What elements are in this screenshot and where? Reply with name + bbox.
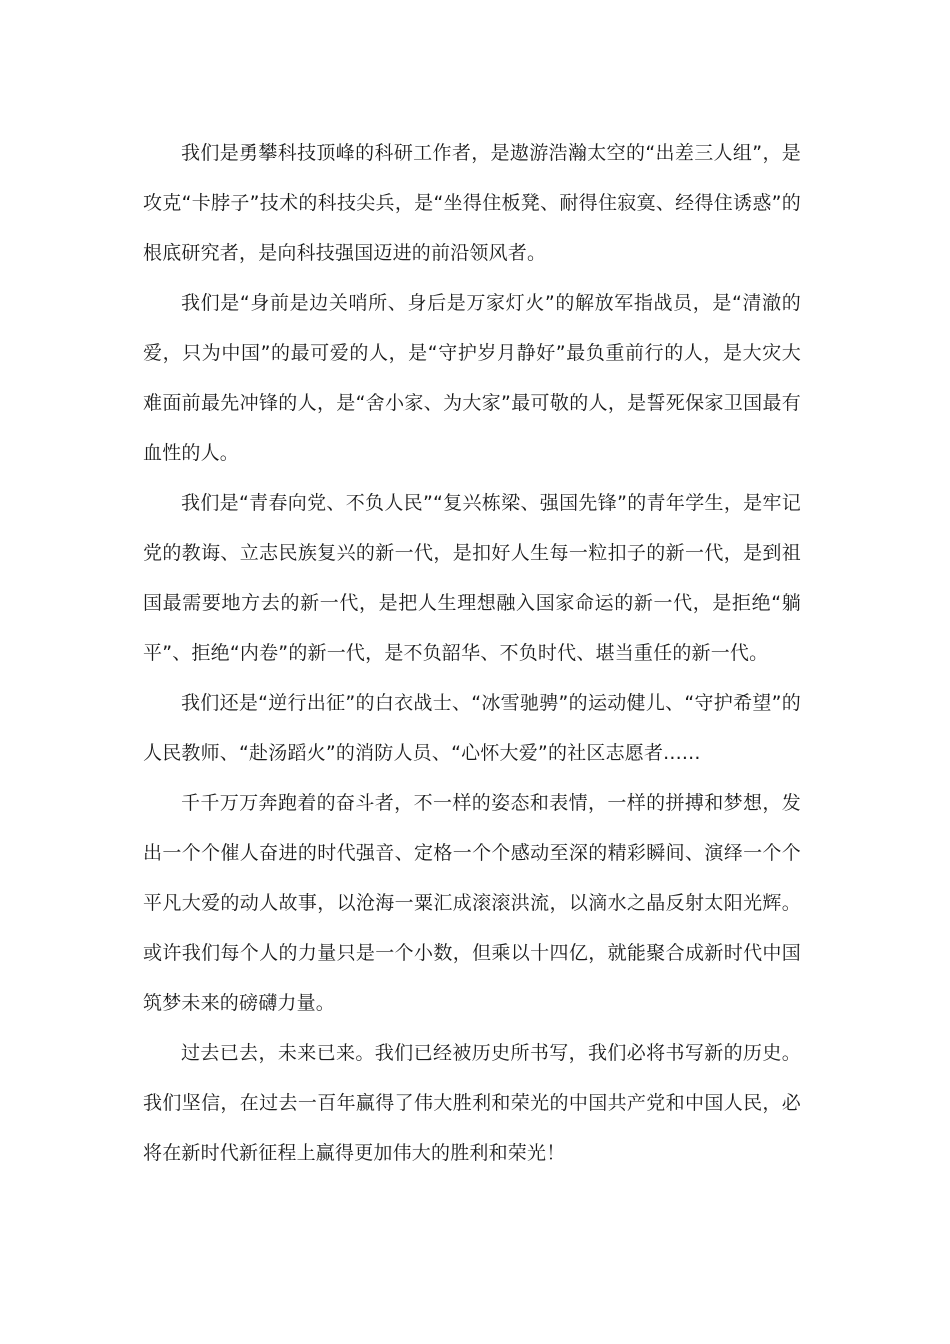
paragraph-strivers: 千千万万奔跑着的奋斗者，不一样的姿态和表情，一样的拼搏和梦想，发出一个个催人奋进的时代强音、定格一个个感动至深的精彩瞬间、演绎一个个平凡大爱的动人故事，以沧海一粟汇成滚滚洪流，以滴水之晶反射太阳光辉。或许我们每个人的力量只是一个小数，但乘以十四亿，就能聚合成新时代中国筑梦未来的磅礴力量。 xyxy=(143,792,801,1014)
document-body xyxy=(143,128,801,1178)
paragraph-soldiers: 我们是“身前是边关哨所、身后是万家灯火”的解放军指战员，是“清澈的爱，只为中国”的最可爱的人，是“守护岁月静好”最负重前行的人，是大灾大难面前最先冲锋的人，是“舍小家、为大家”最可敬的人，是誓死保家卫国最有血性的人。 xyxy=(143,292,801,464)
paragraph-others: 我们还是“逆行出征”的白衣战士、“冰雪驰骋”的运动健儿、“守护希望”的人民教师、“赴汤蹈火”的消防人员、“心怀大爱”的社区志愿者...... xyxy=(143,692,801,764)
paragraph-students: 我们是“青春向党、不负人民”“复兴栋梁、强国先锋”的青年学生，是牢记党的教诲、立志民族复兴的新一代，是扣好人生每一粒扣子的新一代，是到祖国最需要地方去的新一代，是把人生理想融入国家命运的新一代，是拒绝“躺平”、拒绝“内卷”的新一代，是不负韶华、不负时代、堪当重任的新一代。 xyxy=(143,492,801,664)
paragraph-researchers: 我们是勇攀科技顶峰的科研工作者，是遨游浩瀚太空的“出差三人组”，是攻克“卡脖子”技术的科技尖兵，是“坐得住板凳、耐得住寂寞、经得住诱惑”的根底研究者，是向科技强国迈进的前沿领风者。 xyxy=(143,142,801,264)
paragraph-conclusion: 过去已去，未来已来。我们已经被历史所书写，我们必将书写新的历史。我们坚信，在过去一百年赢得了伟大胜利和荣光的中国共产党和中国人民，必将在新时代新征程上赢得更加伟大的胜利和荣光！ xyxy=(143,1042,801,1164)
